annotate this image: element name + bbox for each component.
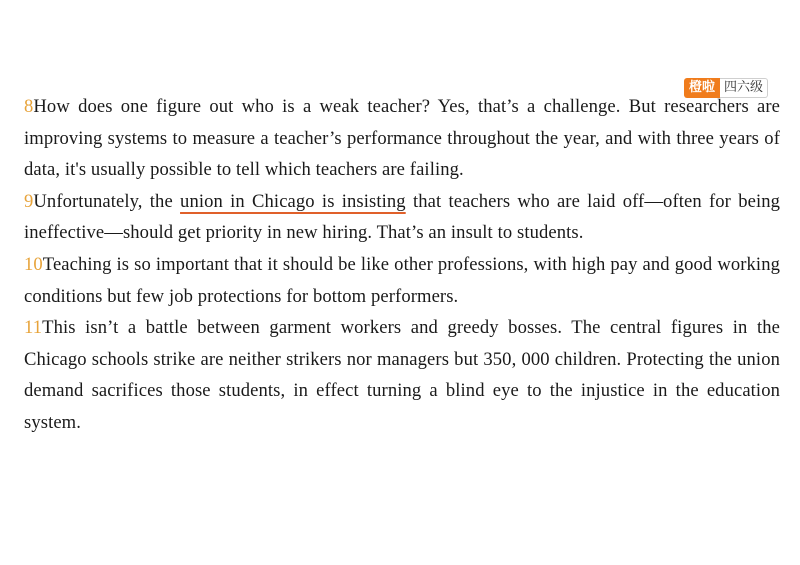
paragraph-9 [24,186,780,249]
paragraph-11 [24,312,780,438]
paragraph-number: 11 [24,317,43,339]
paragraph-8 [24,91,780,186]
underlined-phrase: union in Chicago is insisting [180,190,406,212]
paragraph-number: 9 [24,190,34,212]
paragraph-text: This isn’t a battle between garment workers and greedy bosses. The central figures in the Chicago schools strike are neither strikers nor managers but 350, 000 children. Protecting the union demand sacrifices those students, in effect turning a blind eye to the injustice in the education system. [24,317,780,433]
paragraph-text-post: that teachers who are laid off—often for being ineffective—should get priority in new hiring. That’s an insult to students. [24,190,781,244]
paragraph-number: 8 [24,96,34,117]
paragraph-text: Teaching is so important that it should be like other professions, with high pay and good working conditions but few job protections for bottom performers. [24,253,780,307]
paragraph-text-pre: Unfortunately, the [33,190,181,212]
passage [24,91,780,439]
paragraph-text: How does one figure out who is a weak teacher? Yes, that’s a challenge. But researchers are improving systems to measure a teacher’s performance throughout the year, and with three years of data, it's usually possible to tell which teachers are failing. [24,96,780,181]
paragraph-10 [24,249,780,312]
brand-logo: 橙啦 [684,78,720,98]
level-label: 四六级 [720,78,768,98]
paragraph-number: 10 [24,253,43,275]
